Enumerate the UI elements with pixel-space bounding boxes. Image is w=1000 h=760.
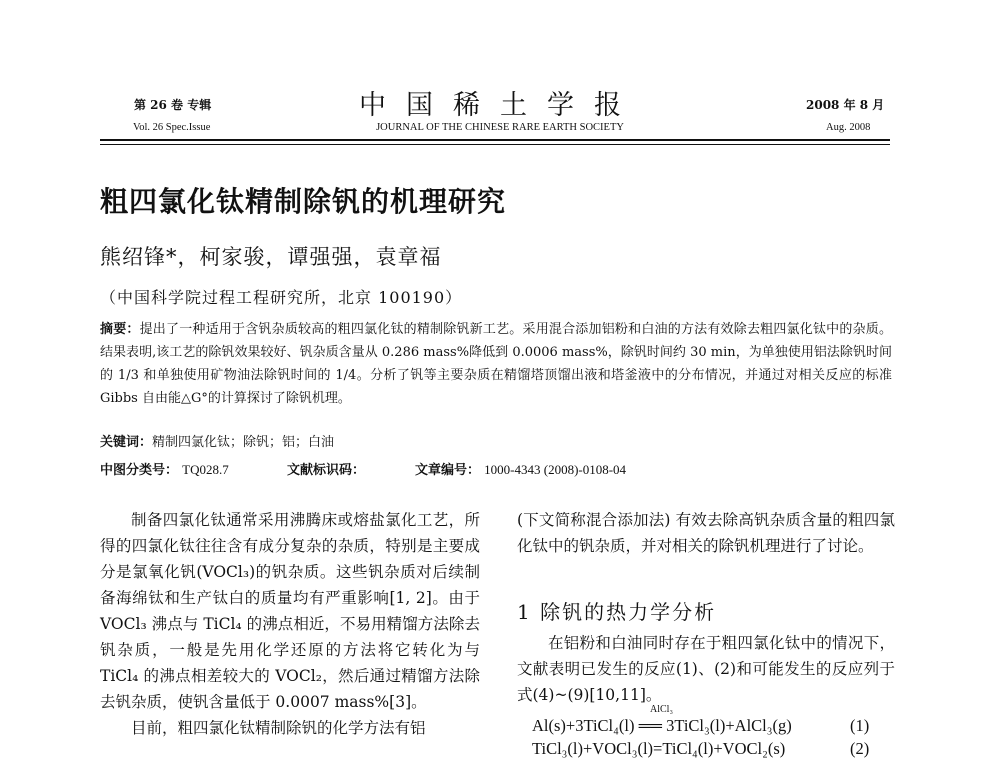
clc-value: TQ028.7 (182, 462, 229, 477)
equation-2 (532, 739, 892, 759)
keywords-label: 关键词： (100, 435, 153, 450)
paper-title: 粗四氯化钛精制除钒的机理研究 (100, 185, 507, 218)
article-label: 文章编号： (415, 463, 481, 478)
volume-cn: 第 26 卷 专辑 (134, 98, 212, 112)
keywords-text: 精制四氯化钛；除钒；铝；白油 (152, 435, 335, 450)
intro-paragraph-2: 目前，粗四氯化钛精制除钒的化学方法有铝 (131, 719, 426, 737)
abstract (100, 318, 892, 410)
journal-title-cn: 中国稀土学报 (359, 90, 641, 121)
abstract-text: 提出了一种适用于含钒杂质较高的粗四氯化钛的精制除钒新工艺。采用混合添加铝粉和白油的方法有效除去粗四氯化钛中的杂质。结果表明,该工艺的除钒效果较好、钒杂质含量从 0.286 mass%降低到 0.0006 mass%，除钒时间约 30 min，为单独使用铝法除钒时间的 1/3 和单独使用矿物油法除钒时间的 1/4。分析了钒等主要杂质在精馏塔顶馏出液和塔釜液中的分布情况，并通过对相关反应的标准 Gibbs 自由能△G°的计算探讨了除钒机理。 (100, 322, 892, 406)
section-heading: 1 除钒的热力学分析 (517, 600, 717, 624)
section-paragraph: 在铝粉和白油同时存在于粗四氯化钛中的情况下，文献表明已发生的反应(1)、(2)和可能发生的反应列于式(4)~(9)[10,11]。 (517, 634, 895, 704)
header-rule-thick (100, 139, 890, 141)
affiliation: （中国科学院过程工程研究所，北京 100190） (100, 288, 463, 307)
equation-2-text: TiCl₃(l)+VOCl₃(l)=TiCl₄(l)+VOCl₂(s) (532, 739, 786, 758)
equation-1-catalyst: AlCl₃ (650, 704, 673, 715)
right-column (517, 507, 895, 559)
article-number (415, 459, 626, 478)
equation-2-number: (2) (850, 739, 870, 758)
abstract-label: 摘要： (100, 322, 140, 337)
header-rule-thin (100, 144, 890, 145)
journal-title-en: JOURNAL OF THE CHINESE RARE EARTH SOCIETY (376, 122, 624, 133)
clc-label: 中图分类号： (100, 463, 179, 478)
section-paragraph-wrap (517, 630, 895, 708)
doc-label: 文献标识码： (287, 463, 366, 478)
left-column (100, 507, 480, 741)
date-cn: 2008 年 8 月 (806, 98, 885, 112)
keywords (100, 431, 334, 450)
article-value: 1000-4343 (2008)-0108-04 (484, 462, 627, 477)
doc-code (287, 459, 365, 478)
equation-1-text: Al(s)+3TiCl₄(l) ══ 3TiCl₃(l)+AlCl₃(g) (532, 716, 792, 735)
intro-paragraph: 制备四氯化钛通常采用沸腾床或熔盐氯化工艺，所得的四氯化钛往往含有成分复杂的杂质，特别是主要成分是氯氧化钒(VOCl₃)的钒杂质。这些钒杂质对后续制备海绵钛和生产钛白的质量均有严重影响[1, 2]。由于 VOCl₃ 沸点与 TiCl₄ 的沸点相近，不易用精馏方法除去钒杂质，一般是先用化学还原的方法将它转化为与 TiCl₄ 的沸点相差较大的 VOCl₂，然后通过精馏方法除去钒杂质，使钒含量低于 0.0007 mass%[3]。 (100, 511, 480, 711)
equation-1 (532, 704, 892, 736)
clc-code (100, 459, 229, 478)
volume-en: Vol. 26 Spec.Issue (133, 122, 211, 133)
equation-1-number: (1) (850, 716, 870, 735)
date-en: Aug. 2008 (826, 122, 871, 133)
authors: 熊绍锋*，柯家骏，谭强强，袁章福 (100, 245, 442, 269)
continued-paragraph: (下文简称混合添加法) 有效去除高钒杂质含量的粗四氯化钛中的钒杂质，并对相关的除钒机理进行了讨论。 (517, 511, 895, 555)
